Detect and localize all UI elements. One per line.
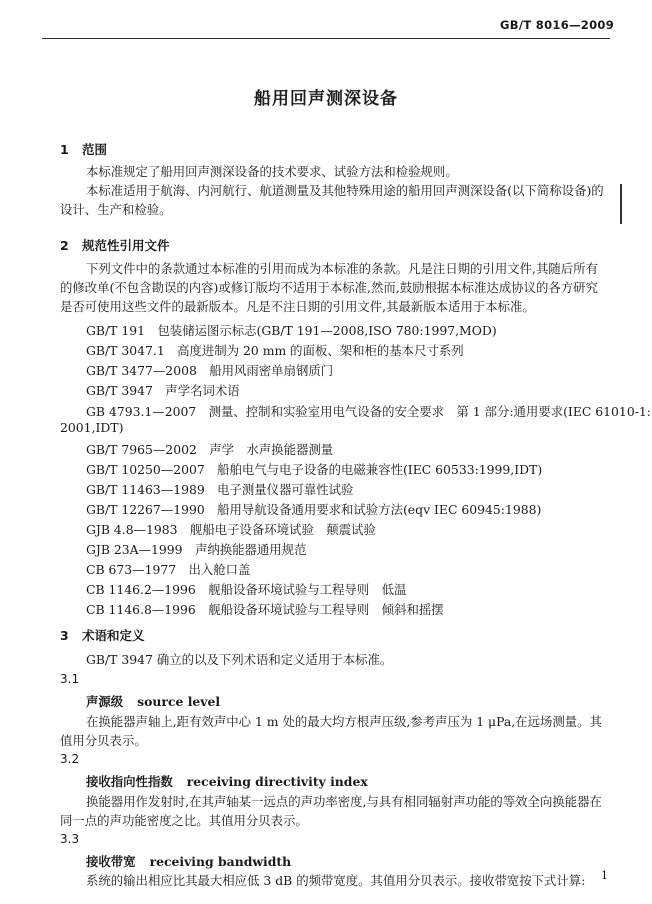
revision-bar	[620, 184, 622, 224]
reference-item: GJB 4.8—1983 舰船电子设备环境试验 颠震试验	[86, 522, 376, 537]
term-number: 3.2	[60, 752, 80, 766]
term-heading	[86, 852, 291, 870]
section-number: 2	[60, 238, 69, 253]
term-definition: 在换能器声轴上,距有效声中心 1 m 处的最大均方根声压级,参考声压为 1 μPa,在远场测量。其值用分贝表示。	[60, 714, 602, 748]
reference-item: GB/T 10250—2007 船舶电气与电子设备的电磁兼容性(IEC 60533:1999,IDT)	[86, 462, 543, 477]
references-intro: 下列文件中的条款通过本标准的引用而成为本标准的条款。凡是注日期的引用文件,其随后所有的修改单(不包含勘误的内容)或修订版均不适用于本标准,然而,鼓励根据本标准达成协议的各方研究是否可使用这些文件的最新版本。凡是不注日期的引用文件,其最新版本适用于本标准。	[60, 261, 598, 314]
reference-item: GB 4793.1—2007 测量、控制和实验室用电气设备的安全要求 第 1 部分:通用要求(IEC 61010-1:	[86, 404, 651, 419]
page-number: 1	[601, 869, 608, 882]
section-title: 范围	[82, 142, 108, 157]
term-heading	[86, 692, 220, 710]
term-english: receiving directivity index	[186, 774, 368, 789]
section-number: 3	[60, 628, 69, 643]
section-heading-terms	[60, 626, 145, 644]
section-heading-scope	[60, 140, 107, 158]
section-number: 1	[60, 142, 69, 157]
term-number: 3.1	[60, 672, 80, 686]
reference-item-continued: 2001,IDT)	[60, 420, 124, 435]
term-chinese: 接收指向性指数	[86, 774, 173, 789]
reference-item: CB 1146.8—1996 舰船设备环境试验与工程导则 倾斜和摇摆	[86, 602, 444, 617]
term-definition: 换能器用作发射时,在其声轴某一远点的声功率密度,与具有相同辐射声功能的等效全向换能器在同一点的声功能密度之比。其值用分贝表示。	[60, 794, 602, 828]
section-title: 术语和定义	[82, 628, 145, 643]
term-english: receiving bandwidth	[149, 854, 292, 869]
standard-number: GB/T 8016—2009	[500, 18, 614, 32]
reference-item: GB/T 7965—2002 声学 水声换能器测量	[86, 442, 334, 457]
terms-intro: GB/T 3947 确立的以及下列术语和定义适用于本标准。	[86, 652, 393, 667]
section-heading-normative-references	[60, 236, 170, 254]
term-chinese: 接收带宽	[86, 854, 136, 869]
reference-item: GB/T 11463—1989 电子测量仪器可靠性试验	[86, 482, 354, 497]
reference-item: GB/T 12267—1990 船用导航设备通用要求和试验方法(eqv IEC 60945:1988)	[86, 502, 542, 517]
document-title: 船用回声测深设备	[254, 89, 398, 109]
reference-item: GB/T 191 包装储运图示标志(GB/T 191—2008,ISO 780:1997,MOD)	[86, 323, 497, 338]
section-title: 规范性引用文件	[82, 238, 170, 253]
term-number: 3.3	[60, 832, 80, 846]
term-chinese: 声源级	[86, 694, 124, 709]
reference-item: CB 673—1977 出入舱口盖	[86, 562, 251, 577]
scope-paragraph-1: 本标准规定了船用回声测深设备的技术要求、试验方法和检验规则。	[86, 164, 458, 179]
header-rule	[42, 38, 610, 39]
reference-item: CB 1146.2—1996 舰船设备环境试验与工程导则 低温	[86, 582, 407, 597]
term-definition: 系统的输出相应比其最大相应低 3 dB 的频带宽度。其值用分贝表示。接收带宽按下式计算:	[86, 873, 586, 888]
reference-item: GB/T 3947 声学名词术语	[86, 383, 240, 398]
reference-item: GJB 23A—1999 声纳换能器通用规范	[86, 542, 307, 557]
reference-item: GB/T 3047.1 高度进制为 20 mm 的面板、架和柜的基本尺寸系列	[86, 343, 464, 358]
reference-item: GB/T 3477—2008 船用风雨密单扇钢质门	[86, 363, 334, 378]
term-english: source level	[137, 694, 221, 709]
scope-paragraph-2: 本标准适用于航海、内河航行、航道测量及其他特殊用途的船用回声测深设备(以下简称设备)的设计、生产和检验。	[60, 183, 604, 217]
term-heading	[86, 772, 368, 790]
